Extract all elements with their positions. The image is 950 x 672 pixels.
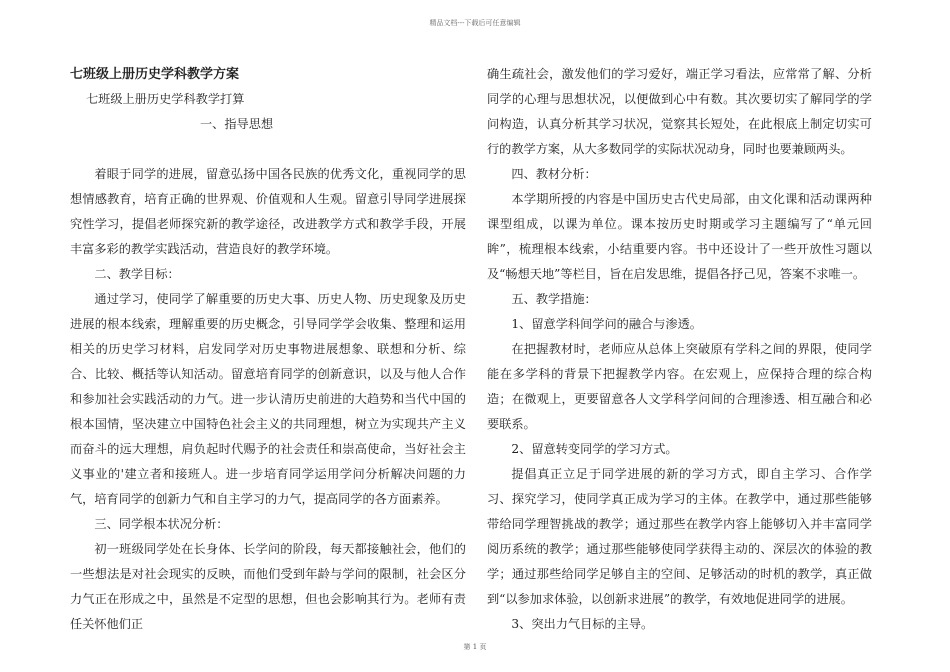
paragraph-student-analysis-continued: 确生疏社会，激发他们的学习爱好，端正学习看法，应常常了解、分析同学的心理与思想状况，以便做到心中有数。其次要切实了解同学的学问构造，认真分析其学习状况，觉察其长短处，在此根底上制定切实可行的教学方案，从大多数同学的实际状况动身，同时也要兼顾两头。 (487, 67, 872, 156)
measure-item-1: 1、留意学科间学问的融合与渗透。 (511, 317, 702, 331)
left-column (70, 62, 466, 637)
paragraph-measure-1: 在把握教材时，老师应从总体上突破原有学科之间的界限，使同学能在多学科的背景下把握教学内容。在宏观上，应保持合理的综合构造；在微观上，更要留意各人文学科学问间的合理渗透、相互融合和必要联系。 (487, 342, 872, 431)
document-subtitle: 七班级上册历史学科教学打算 (86, 92, 245, 106)
section-heading-teaching-goals: 二、教学目标： (94, 267, 180, 281)
measure-item-2: 2、留意转变同学的学习方式。 (511, 442, 678, 456)
paragraph-measure-2: 提倡真正立足于同学进展的新的学习方式，即自主学习、合作学习、探究学习，使同学真正成为学习的主体。在教学中，通过那些能够带给同学理智挑战的教学；通过那些在教学内容上能够切入并丰富同学阅历系统的教学；通过那些能够使同学获得主动的、深层次的体验的教学；通过那些给同学足够自主的空间、足够活动的时机的教学，真正做到“以参加求体验，以创新求进展”的教学，有效地促进同学的进展。 (487, 467, 872, 606)
measure-item-3: 3、突出力气目标的主导。 (511, 617, 654, 631)
section-heading-guiding-ideology: 一、指导思想 (200, 117, 274, 131)
paragraph-teaching-goals: 通过学习，使同学了解重要的历史大事、历史人物、历史现象及历史进展的根本线索，理解重要的历史概念，引导同学学会收集、整理和运用相关的历史学习材料，启发同学对历史事物进展想象、联想和分析、综合、比较、概括等认知活动。留意培育同学的创新意识，以及与他人合作和参加社会实践活动的力气。进一步认清历史前进的大趋势和当代中国的根本国情，坚决建立中国特色社会主义的共同理想，树立为实现共产主义而奋斗的远大理想，肩负起时代赐予的社会责任和崇高使命，当好社会主义事业的'建立者和接班人。进一步培育同学运用学问分析解决问题的力气，培育同学的创新力气和自主学习的力气，提高同学的各方面素养。 (70, 292, 466, 506)
paragraph-guiding-ideology: 着眼于同学的进展，留意弘扬中国各民族的优秀文化，重视同学的思想情感教育，培育正确的世界观、价值观和人生观。留意引导同学进展探究性学习，提倡老师探究新的教学途径，改进教学方式和教学手段，开展丰富多彩的教学实践活动，营造良好的教学环境。 (70, 167, 466, 256)
page-number: 第 1 页 (463, 643, 487, 651)
paragraph-student-analysis: 初一班级同学处在长身体、长学问的阶段，每天都接触社会，他们的一些想法是对社会现实的反映，而他们受到年龄与学问的限制，社会区分力气正在形成之中，虽然是不定型的思想，但也会影响其行为。老师有责任关怀他们正 (70, 542, 466, 631)
section-heading-student-analysis: 三、同学根本状况分析： (94, 517, 229, 531)
page-header: 精品文档---下载后可任意编辑 (429, 19, 521, 27)
section-heading-teaching-measures: 五、教学措施： (511, 292, 597, 306)
right-column (487, 62, 872, 637)
paragraph-textbook-analysis: 本学期所授的内容是中国历史古代史局部，由文化课和活动课两种课型组成，以课为单位。课本按历史时期或学习主题编写了“单元回眸”，梳理根本线索，小结重要内容。书中还设计了一些开放性习题以及“畅想天地”等栏目，旨在启发思维，提倡各抒己见，答案不求唯一。 (487, 192, 872, 281)
section-heading-textbook-analysis: 四、教材分析： (511, 167, 597, 181)
document-title: 七班级上册历史学科教学方案 (70, 67, 240, 82)
